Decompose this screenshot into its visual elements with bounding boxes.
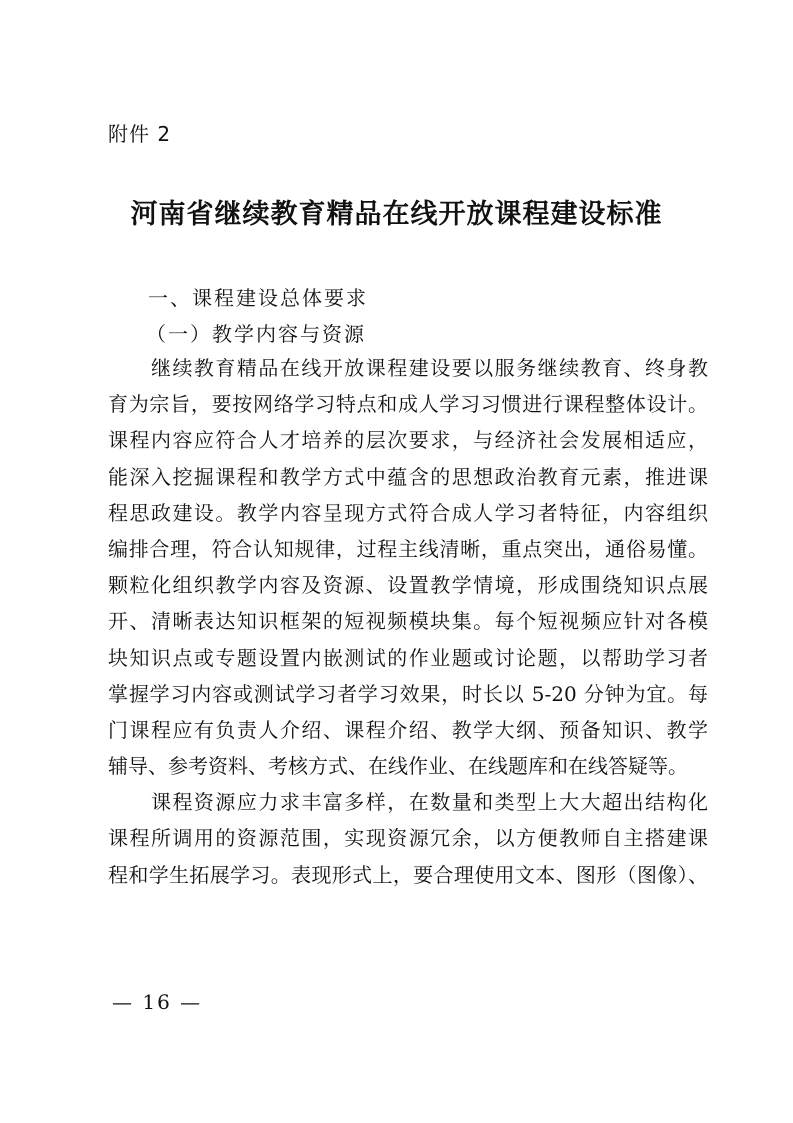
paragraph-1 — [108, 350, 708, 784]
text-line: 块知识点或专题设置内嵌测试的作业题或讨论题，以帮助学习者 — [108, 645, 708, 670]
text-line: 程和学生拓展学习。表现形式上，要合理使用文本、图形（图像）、 — [108, 862, 708, 887]
text-line: 课程内容应符合人才培养的层次要求，与经济社会发展相适应， — [108, 428, 708, 453]
document-title: 河南省继续教育精品在线开放课程建设标准 — [130, 199, 663, 230]
text-line: 育为宗旨，要按网络学习特点和成人学习习惯进行课程整体设计。 — [108, 392, 708, 417]
text-line: 辅导、参考资料、考核方式、在线作业、在线题库和在线答疑等。 — [108, 754, 688, 779]
text-line: 继续教育精品在线开放课程建设要以服务继续教育、终身教 — [108, 356, 708, 380]
text-line: 掌握学习内容或测试学习者学习效果，时长以 5-20 分钟为宜。每 — [108, 681, 708, 706]
text-line: 能深入挖掘课程和教学方式中蕴含的思想政治教育元素，推进课 — [108, 464, 708, 489]
attachment-label: 附件 2 — [108, 122, 172, 146]
text-line: 门课程应有负责人介绍、课程介绍、教学大纲、预备知识、教学 — [108, 717, 708, 742]
text-line: 编排合理，符合认知规律，过程主线清晰，重点突出，通俗易懂。 — [108, 536, 708, 561]
text-line: 颗粒化组织教学内容及资源、设置教学情境，形成围绕知识点展 — [108, 573, 708, 598]
body-text — [108, 350, 708, 893]
subsection-heading: （一）教学内容与资源 — [146, 322, 366, 346]
text-line: 程思政建设。教学内容呈现方式符合成人学习者特征，内容组织 — [108, 500, 708, 525]
text-line: 课程资源应力求丰富多样，在数量和类型上大大超出结构化 — [108, 790, 708, 815]
section-heading: 一、课程建设总体要求 — [148, 286, 368, 310]
text-line: 课程所调用的资源范围，实现资源冗余，以方便教师自主搭建课 — [108, 826, 708, 851]
text-line: 开、清晰表达知识框架的短视频模块集。每个短视频应针对各模 — [108, 609, 708, 634]
paragraph-2 — [108, 784, 708, 893]
page-number: — 16 — — [112, 990, 203, 1014]
